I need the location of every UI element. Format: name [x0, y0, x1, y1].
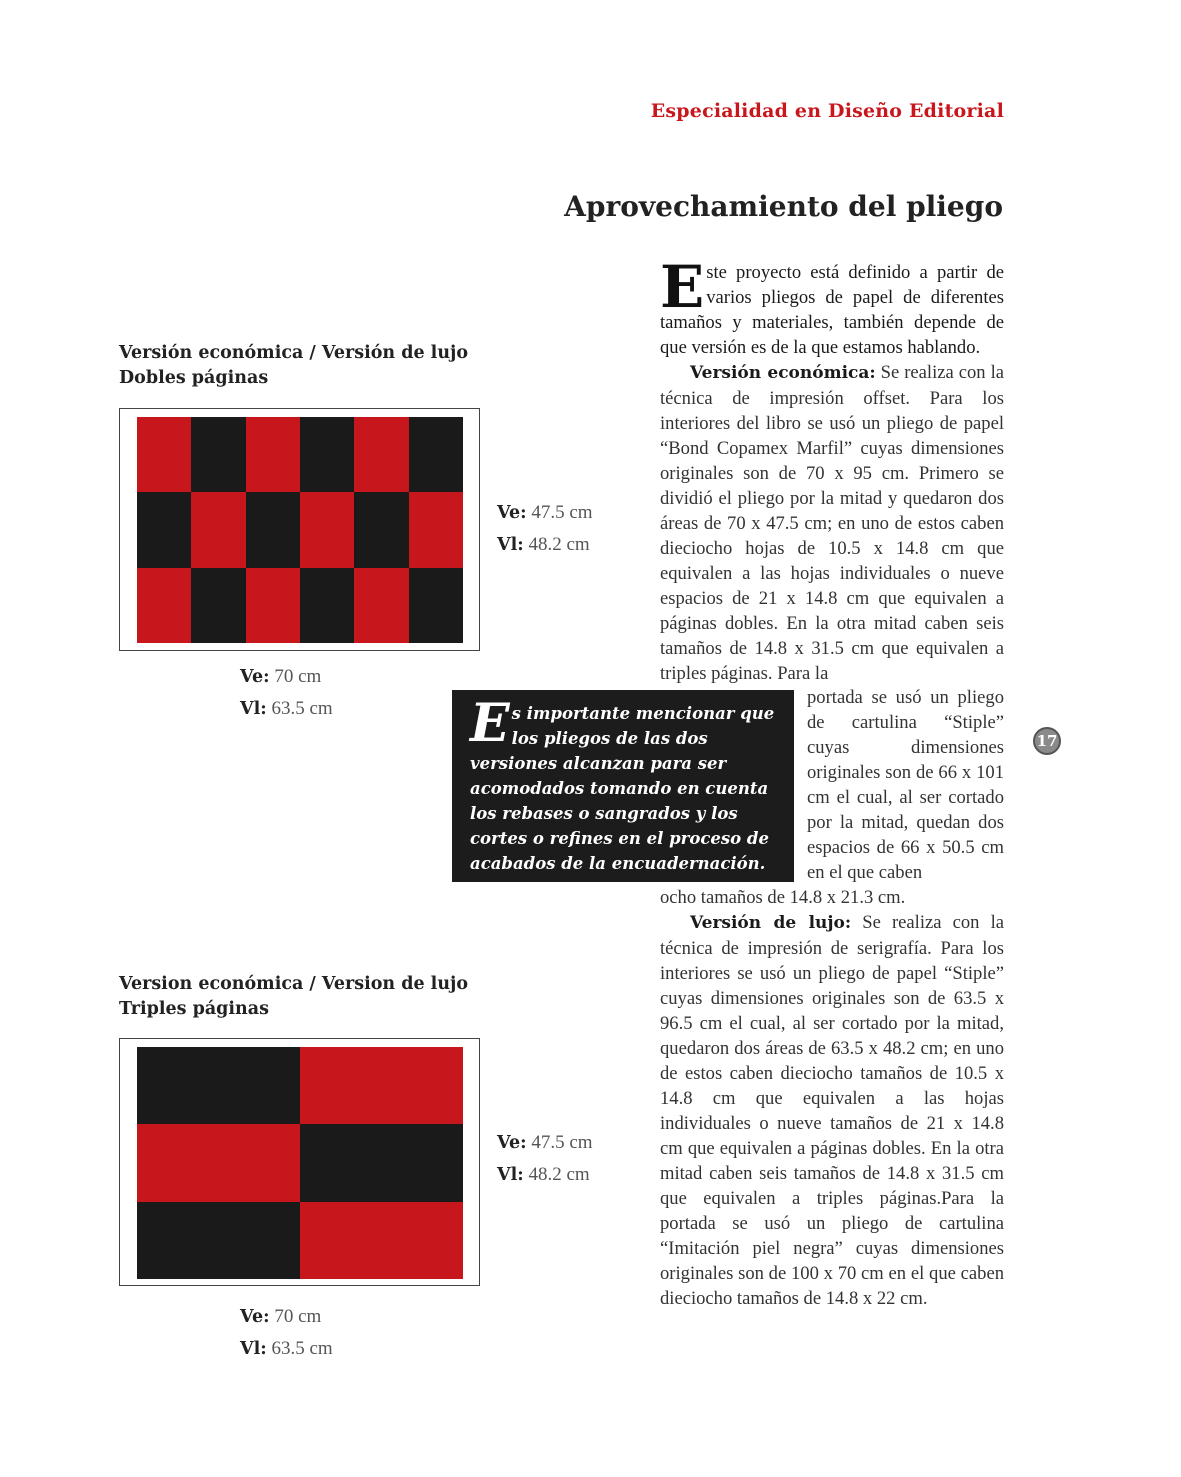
dim-key: Ve: [240, 667, 270, 687]
doubles-label [119, 341, 468, 391]
dim-row [240, 693, 333, 725]
red-sheet-cell [300, 492, 354, 567]
dim-row [497, 1159, 593, 1191]
article-column-side [807, 685, 1004, 885]
doubles-sheet-diagram [119, 408, 480, 651]
economica-text-top: Se realiza con la técnica de impresión offset. Para los interiores del libro se usó un pliego de papel “Bond Copamex Marfil” cuyas dimensiones originales son de 70 x 95 cm. Primero se dividió el pliego por la mitad y quedaron dos áreas de 70 x 47.5 cm; en uno de estos caben dieciocho hojas de 10.5 x 14.8 cm que equivalen a las hojas individuales o nueve espacios de 21 x 14.8 cm que equivalen a páginas dobles. En la otra mitad caben seis tamaños de 14.8 x 31.5 cm que equivalen a triples páginas. Para la [660, 362, 1004, 684]
economica-label: Versión económica: [690, 363, 876, 383]
black-sheet-cell [409, 568, 463, 643]
black-sheet-cell [137, 1047, 300, 1124]
dim-row [240, 1333, 333, 1365]
article-column-bottom [660, 885, 1004, 1311]
dim-value: 48.2 cm [523, 534, 590, 555]
triples-label-line1: Version económica / Version de lujo [119, 974, 469, 994]
dim-value: 47.5 cm [526, 1132, 593, 1153]
callout-dropcap: E [470, 693, 510, 754]
dim-key: Vl: [240, 699, 267, 719]
red-sheet-cell [137, 417, 191, 492]
red-sheet-cell [246, 417, 300, 492]
lujo-paragraph [660, 910, 1004, 1311]
page-title: Aprovechamiento del pliego [564, 190, 1003, 223]
red-sheet-cell [409, 492, 463, 567]
black-sheet-cell [246, 492, 300, 567]
dim-value: 63.5 cm [266, 698, 333, 719]
intro-dropcap: E [660, 253, 705, 321]
red-sheet-cell [300, 1047, 463, 1124]
economica-text-side: portada se usó un pliego de cartulina “Stiple” cuyas dimensiones originales son de 66 x 101 cm el cual, al ser cortado por la mitad, quedan dos espacios de 66 x 50.5 cm en el que caben [807, 687, 1004, 883]
red-sheet-cell [246, 568, 300, 643]
dim-row [497, 497, 593, 529]
callout-box [452, 690, 794, 882]
dim-row [240, 1301, 333, 1333]
economica-text-end: ocho tamaños de 14.8 x 21.3 cm. [660, 887, 906, 908]
dim-key: Ve: [240, 1307, 270, 1327]
triples-bottom-dims [240, 1301, 333, 1365]
triples-sheet-diagram [119, 1038, 480, 1286]
doubles-label-line1: Versión económica / Versión de lujo [119, 343, 469, 363]
black-sheet-cell [300, 568, 354, 643]
black-sheet-cell [300, 417, 354, 492]
article-column-top [660, 253, 1004, 686]
black-sheet-cell [300, 1124, 463, 1201]
red-sheet-cell [137, 568, 191, 643]
economica-paragraph [660, 360, 1004, 686]
black-sheet-cell [409, 417, 463, 492]
dim-key: Vl: [497, 535, 524, 555]
dim-key: Vl: [497, 1165, 524, 1185]
black-sheet-cell [354, 492, 408, 567]
dim-key: Ve: [497, 503, 527, 523]
page-number-badge: 17 [1033, 727, 1061, 755]
triples-side-dims [497, 1127, 593, 1191]
red-sheet-cell [354, 568, 408, 643]
doubles-side-dims [497, 497, 593, 561]
triples-grid [137, 1047, 463, 1279]
dim-value: 48.2 cm [523, 1164, 590, 1185]
triples-label-line2: Triples páginas [119, 999, 269, 1019]
doubles-bottom-dims [240, 661, 333, 725]
intro-paragraph [660, 253, 1004, 360]
red-sheet-cell [137, 1124, 300, 1201]
triples-label [119, 972, 468, 1022]
intro-text: ste proyecto está definido a partir de varios pliegos de papel de diferentes tamaños y materiales, también depende de que versión es de la que estamos hablando. [660, 262, 1004, 358]
red-sheet-cell [354, 417, 408, 492]
dim-value: 47.5 cm [526, 502, 593, 523]
dim-row [497, 1127, 593, 1159]
running-header: Especialidad en Diseño Editorial [650, 100, 1004, 122]
dim-value: 70 cm [269, 1306, 322, 1327]
red-sheet-cell [191, 492, 245, 567]
callout-text: s importante mencionar que los pliegos de las dos versiones alcanzan para ser acomodados tomando en cuenta los rebases o sangrados y los cortes o refines en el proceso de acabados de la encuadernación. [470, 704, 775, 873]
dim-value: 63.5 cm [266, 1338, 333, 1359]
black-sheet-cell [137, 492, 191, 567]
lujo-text: Se realiza con la técnica de impresión de serigrafía. Para los interiores se usó un pliego de papel “Stiple” cuyas dimensiones originales son de 63.5 x 96.5 cm el cual, al ser cortado por la mitad, quedaron dos áreas de 63.5 x 48.2 cm; en uno de estos caben dieciocho tamaños de 10.5 x 14.8 cm que equivalen a las hojas individuales o nueve tamaños de 21 x 14.8 cm que equivalen a páginas dobles. En la otra mitad caben seis tamaños de 14.8 x 31.5 cm que equivalen a triples páginas.Para la portada se usó un pliego de cartulina “Imitación piel negra” cuyas dimensiones originales son de 100 x 70 cm en el que caben dieciocho tamaños de 14.8 x 22 cm. [660, 912, 1004, 1309]
black-sheet-cell [137, 1202, 300, 1279]
doubles-grid [137, 417, 463, 643]
dim-key: Ve: [497, 1133, 527, 1153]
lujo-label: Versión de lujo: [690, 913, 852, 933]
red-sheet-cell [300, 1202, 463, 1279]
dim-row [240, 661, 333, 693]
dim-value: 70 cm [269, 666, 322, 687]
black-sheet-cell [191, 568, 245, 643]
dim-row [497, 529, 593, 561]
black-sheet-cell [191, 417, 245, 492]
doubles-label-line2: Dobles páginas [119, 368, 269, 388]
dim-key: Vl: [240, 1339, 267, 1359]
